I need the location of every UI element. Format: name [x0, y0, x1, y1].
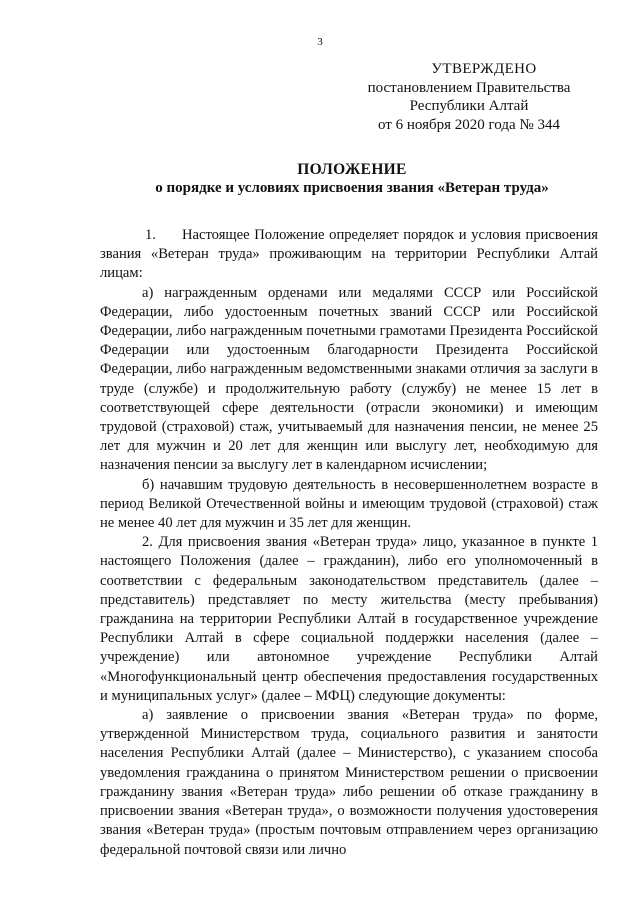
page-number: 3	[317, 36, 323, 48]
paragraph-1	[100, 226, 598, 284]
approval-block	[360, 60, 578, 134]
paragraph-1b: б) начавшим трудовую деятельность в несовершеннолетнем возрасте в период Великой Отечественной войны и имеющим трудовой (страховой) стаж не менее 40 лет для мужчин и 35 лет для женщин.	[100, 476, 598, 532]
approval-title: УТВЕРЖДЕНО	[431, 61, 537, 77]
approval-line-date: от 6 ноября 2020 года № 344	[378, 116, 560, 133]
document-body	[100, 226, 598, 860]
document-heading: ПОЛОЖЕНИЕ	[297, 161, 407, 178]
paragraph-2a: а) заявление о присвоении звания «Ветеран труда» по форме, утвержденной Министерством труда, социального развития и занятости населения Республики Алтай (далее – Министерство), с указанием способа уведомления гражданина о принятом Министерством решении о присвоении гражданину звания «Ветеран труда» либо решении об отказе гражданину в присвоении звания «Ветеран труда», о возможности получения удостоверения звания «Ветеран труда» (простым почтовым отправлением через организацию федеральной почтовой связи или лично	[100, 707, 598, 858]
approval-line-resolution: постановлением Правительства	[367, 79, 571, 96]
paragraph-1-text: Настоящее Положение определяет порядок и условия присвоения звания «Ветеран труда» проживающим на территории Республики Алтай лицам:	[100, 227, 598, 282]
document-subheading: о порядке и условиях присвоения звания «Ветеран труда»	[155, 180, 549, 196]
document-title-block	[100, 160, 604, 198]
paragraph-1-number: 1.	[145, 227, 156, 243]
paragraph-1a: а) награжденным орденами или медалями СССР или Российской Федерации, либо удостоенным почетных званий СССР или Российской Федерации, либо награжденным почетными грамотами Президента Российской Федерации или удостоенным благодарности Президента Российской Федерации, либо награжденным ведомственными знаками отличия за заслуги в труде (службе) и продолжительную работу (службу) не менее 15 лет в соответствующей сфере деятельности (отрасли экономики) и имеющим трудовой (страховой) стаж, учитываемый для назначения пенсии, не менее 25 лет для мужчин и 20 лет для женщин или выслугу лет, необходимую для назначения пенсии за выслугу лет в календарном исчислении;	[100, 284, 598, 474]
paragraph-2: 2. Для присвоения звания «Ветеран труда» лицо, указанное в пункте 1 настоящего Положения (далее – гражданин), либо его уполномоченный в соответствии с федеральным законодательством представитель (далее – представитель) представляет по месту жительства (месту пребывания) гражданина на территории Республики Алтай в государственное учреждение Республики Алтай в сфере социальной поддержки населения (далее – учреждение) или автономное учреждение Республики Алтай «Многофункциональный центр обеспечения предоставления государственных и муниципальных услуг» (далее – МФЦ) следующие документы:	[100, 534, 598, 704]
approval-line-republic: Республики Алтай	[409, 98, 529, 114]
